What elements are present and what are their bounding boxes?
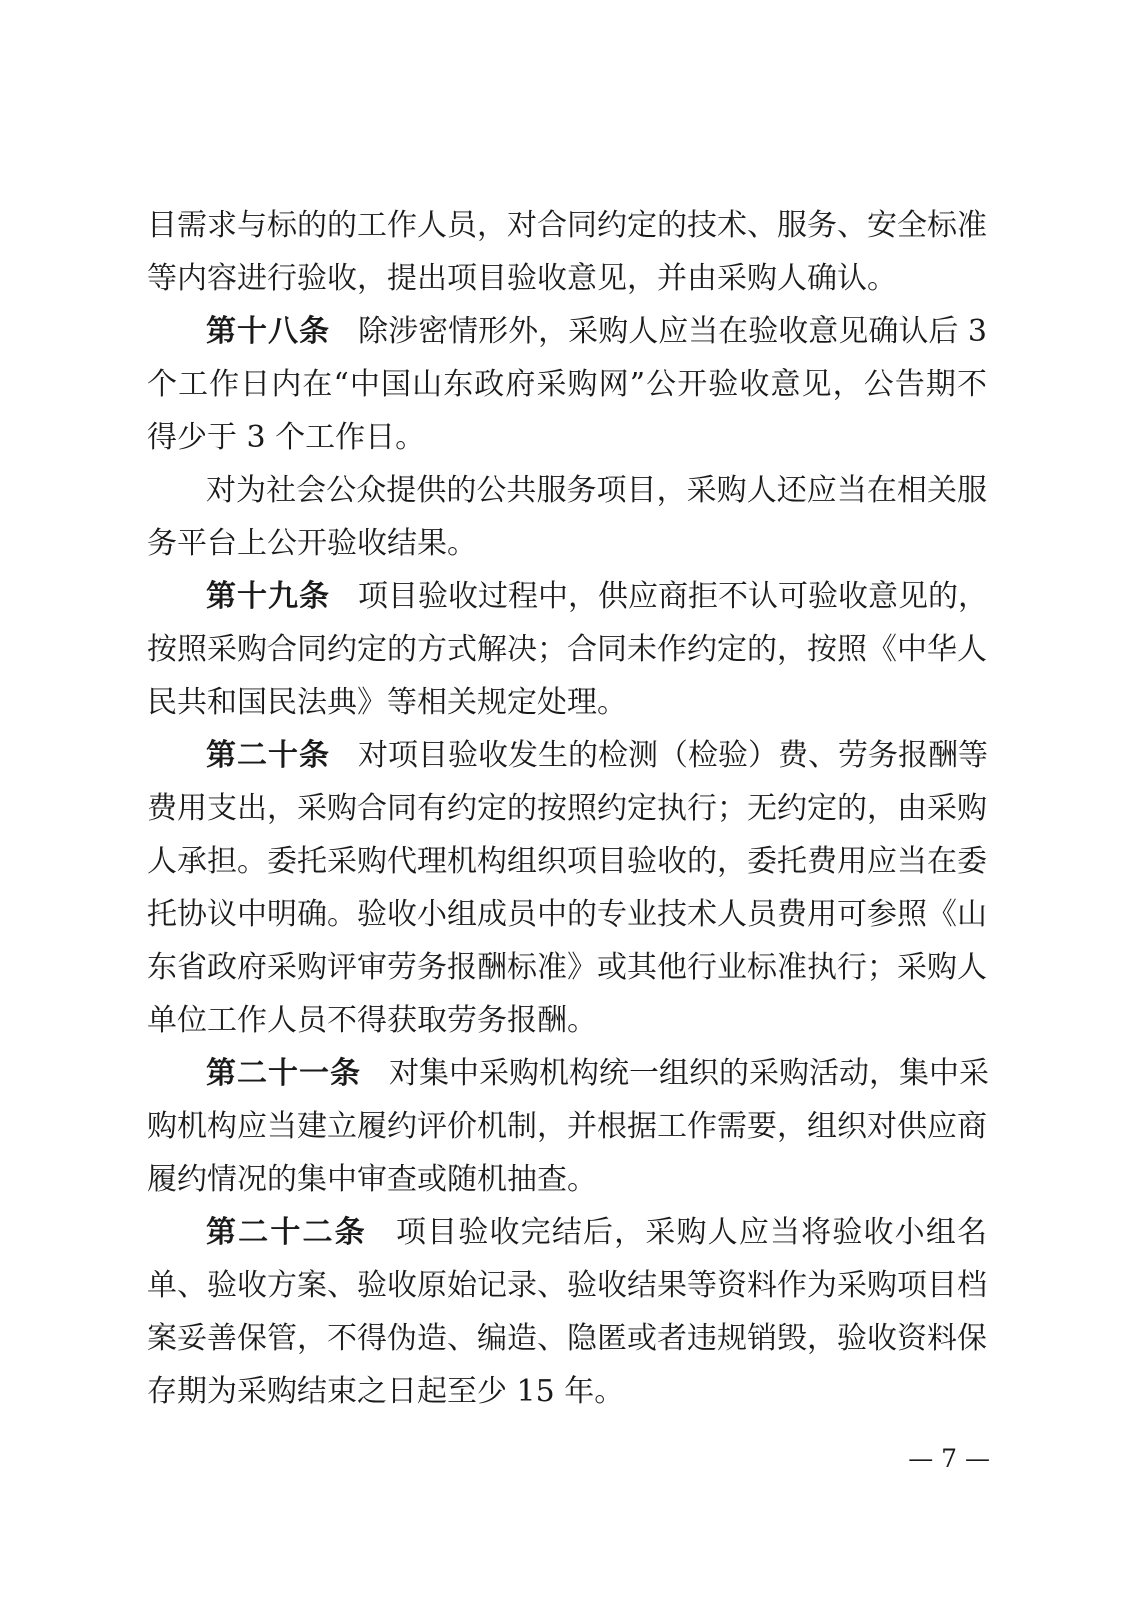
text-line: 案妥善保管，不得伪造、编造、隐匿或者违规销毁，验收资料保 — [147, 1321, 987, 1356]
article-text: 对项目验收发生的检测（检验）费、劳务报酬等 — [358, 738, 988, 773]
text-line: 履约情况的集中审查或随机抽查。 — [147, 1162, 597, 1197]
article-text: 除涉密情形外，采购人应当在验收意见确认后 3 — [358, 314, 988, 349]
article-text: 项目验收过程中，供应商拒不认可验收意见的， — [358, 579, 988, 614]
article-text: 项目验收完结后，采购人应当将验收小组名 — [394, 1215, 988, 1250]
text-line: 个工作日内在“中国山东政府采购网”公开验收意见，公告期不 — [147, 367, 987, 402]
text-line: 目需求与标的的工作人员，对合同约定的技术、服务、安全标准 — [147, 208, 987, 243]
page-number: — 7 — — [908, 1444, 990, 1473]
text-line: 存期为采购结束之日起至少 15 年。 — [147, 1374, 625, 1409]
text-line: 东省政府采购评审劳务报酬标准》或其他行业标准执行；采购人 — [147, 950, 987, 985]
article-text: 对集中采购机构统一组织的采购活动，集中采 — [389, 1056, 989, 1091]
text-line: 费用支出，采购合同有约定的按照约定执行；无约定的，由采购 — [147, 791, 987, 826]
text-line: 得少于 3 个工作日。 — [147, 420, 426, 455]
text-line: 托协议中明确。验收小组成员中的专业技术人员费用可参照《山 — [147, 897, 987, 932]
article-heading: 第二十条 — [206, 738, 330, 773]
text-line: 务平台上公开验收结果。 — [147, 526, 477, 561]
text-line: 对为社会公众提供的公共服务项目，采购人还应当在相关服 — [206, 473, 987, 508]
text-line: 单位工作人员不得获取劳务报酬。 — [147, 1003, 597, 1038]
text-line: 人承担。委托采购代理机构组织项目验收的，委托费用应当在委 — [147, 844, 987, 879]
text-line: 购机构应当建立履约评价机制，并根据工作需要，组织对供应商 — [147, 1109, 987, 1144]
text-line: 按照采购合同约定的方式解决；合同未作约定的，按照《中华人 — [147, 632, 987, 667]
text-line: 等内容进行验收，提出项目验收意见，并由采购人确认。 — [147, 261, 897, 296]
text-line: 民共和国民法典》等相关规定处理。 — [147, 685, 627, 720]
article-21 — [206, 1052, 987, 1096]
article-heading: 第十九条 — [206, 579, 330, 614]
article-18 — [206, 310, 987, 354]
article-heading: 第二十二条 — [206, 1215, 367, 1250]
article-22 — [206, 1211, 987, 1255]
article-20 — [206, 734, 987, 778]
article-19 — [206, 575, 987, 619]
article-heading: 第十八条 — [206, 314, 331, 349]
article-heading: 第二十一条 — [206, 1056, 361, 1091]
text-line: 单、验收方案、验收原始记录、验收结果等资料作为采购项目档 — [147, 1268, 987, 1303]
